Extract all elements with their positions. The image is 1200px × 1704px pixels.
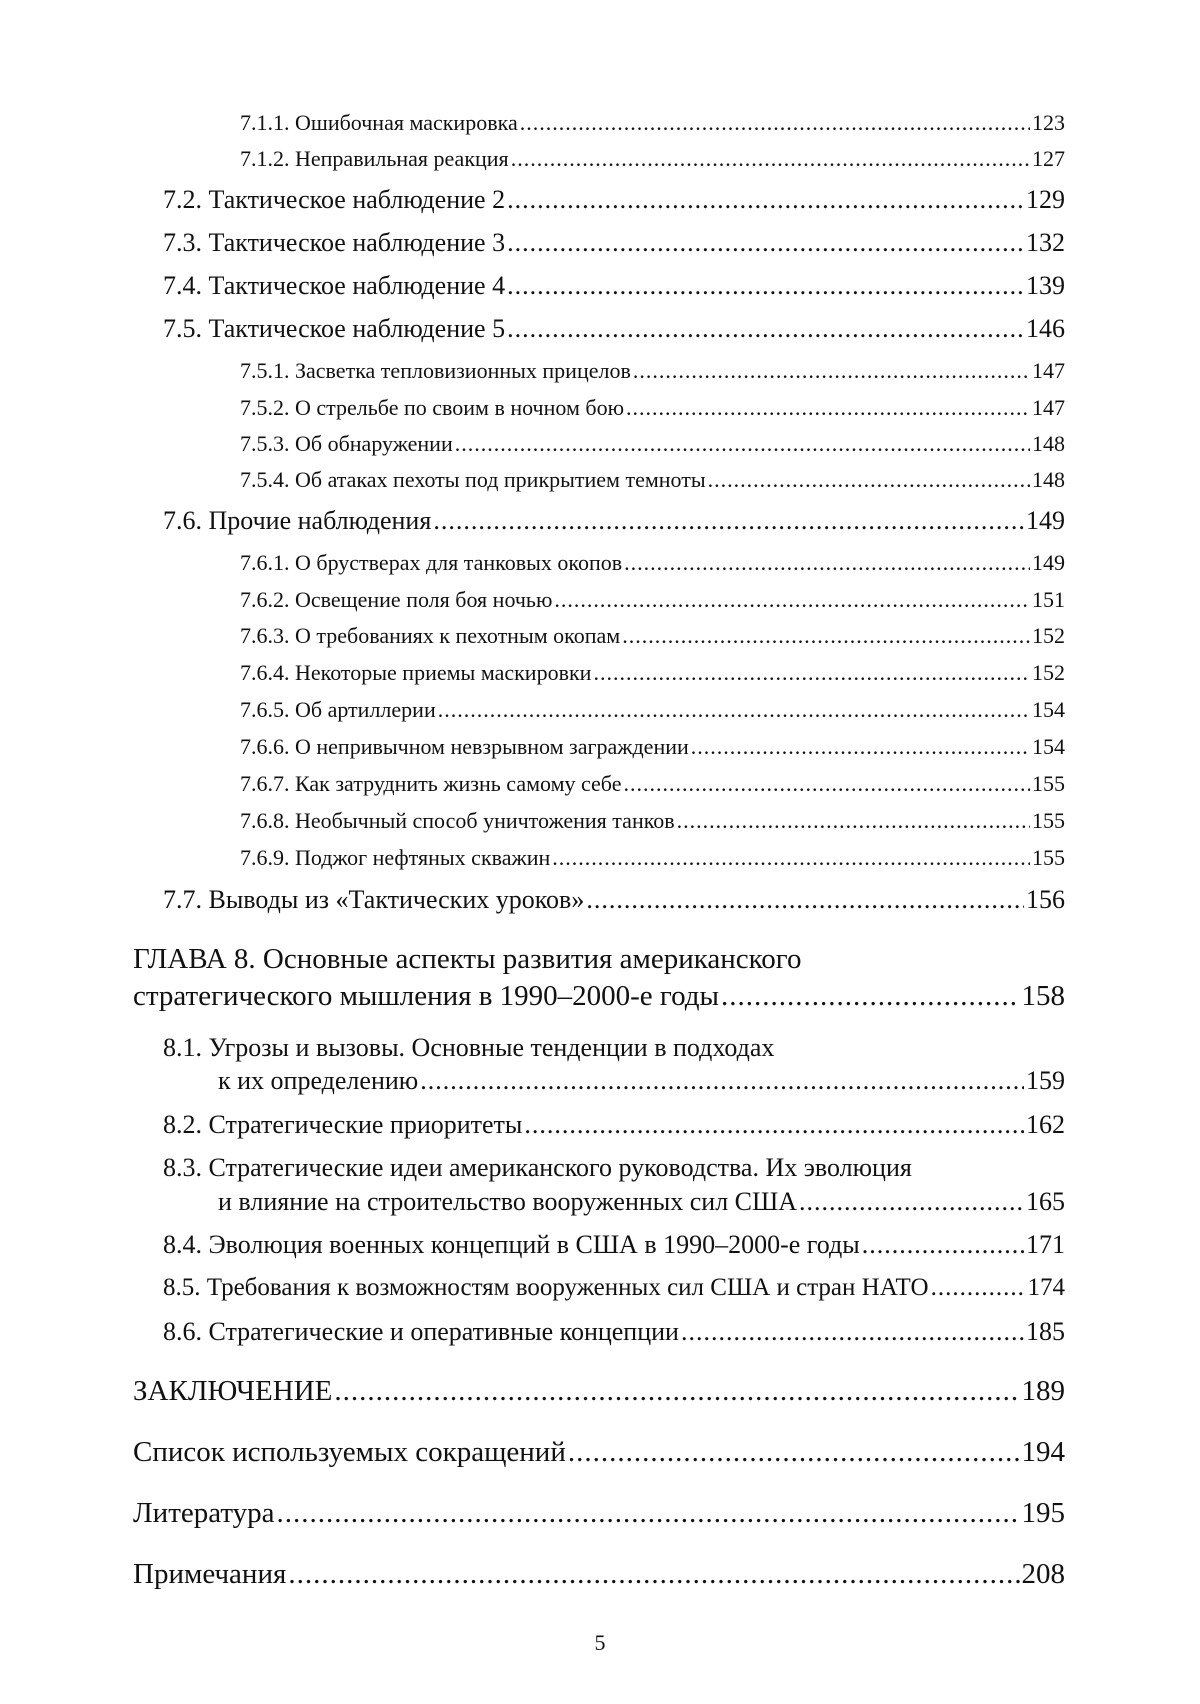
toc-leader-dots [633,358,1030,384]
toc-leader-dots [691,734,1030,760]
toc-leader-dots [593,660,1030,686]
toc-entry-page: 159 [1026,1066,1065,1095]
toc-leader-dots [568,1436,1020,1469]
toc-leader-dots [520,110,1030,136]
toc-entry-page: 156 [1026,885,1065,914]
toc-entry-title: ЗАКЛЮЧЕНИЕ [133,1375,333,1407]
toc-entry-page: 147 [1032,358,1065,383]
toc-leader-dots [622,623,1030,649]
toc-entry-title: Примечания [133,1558,287,1590]
toc-entry [218,1187,1065,1217]
toc-entry [240,467,1065,493]
toc-entry-page: 154 [1032,697,1065,722]
toc-entry-title: 7.6.2. Освещение поля боя ночью [240,587,553,612]
toc-leader-dots [288,1558,1019,1591]
toc-entry [240,358,1065,384]
toc-entry-page: 155 [1032,771,1065,796]
toc-entry-page: 155 [1032,808,1065,833]
toc-leader-dots [708,467,1030,493]
toc-entry [240,660,1065,686]
toc-entry-page: 162 [1026,1110,1065,1139]
toc-entry-title: 7.6.5. Об артиллерии [240,697,436,722]
toc-entry-page: 155 [1032,845,1065,870]
toc-entry-page: 129 [1026,185,1065,214]
toc-entry-page: 171 [1026,1230,1065,1259]
toc-entry-title: 7.4. Тактическое наблюдение 4 [163,271,506,300]
toc-leader-dots [507,314,1024,344]
toc-leader-dots [420,1066,1024,1096]
toc-entry [163,1317,1065,1347]
toc-leader-dots [624,550,1030,576]
toc-entry-page: 208 [1021,1558,1065,1590]
toc-entry-title-line: 8.3. Стратегические идеи американского руководства. Их эволюция [163,1153,912,1182]
toc-entry [163,185,1065,215]
toc-entry-page: 195 [1021,1497,1065,1529]
toc-entry-page: 152 [1032,623,1065,648]
toc-leader-dots [433,506,1024,536]
toc-entry-title: Литература [133,1497,275,1529]
toc-entry-page: 148 [1032,431,1065,456]
toc-entry-page: 123 [1032,110,1065,135]
toc-entry-title: 7.6.4. Некоторые приемы маскировки [240,660,592,685]
toc-entry-title: 7.6. Прочие наблюдения [163,506,432,535]
toc-leader-dots [681,1317,1024,1347]
toc-entry-page: 147 [1032,395,1065,420]
toc-entry-title: стратегического мышления в 1990–2000-е годы [133,980,720,1012]
toc-entry-title: 7.5. Тактическое наблюдение 5 [163,314,506,343]
toc-entry-page: 148 [1032,467,1065,492]
toc-entry [218,1066,1065,1096]
toc-entry-title: 8.2. Стратегические приоритеты [163,1110,523,1139]
toc-entry [163,885,1065,915]
toc-entry [133,1558,1065,1591]
toc-entry [163,506,1065,536]
toc-entry [240,550,1065,576]
toc-entry-title: 8.6. Стратегические и оперативные концепции [163,1317,679,1346]
toc-entry [163,1110,1065,1140]
toc-leader-dots [552,845,1030,871]
toc-entry-title: 7.3. Тактическое наблюдение 3 [163,228,506,257]
toc-entry-title: 7.5.3. Об обнаружении [240,431,453,456]
toc-entry [133,1436,1065,1469]
toc-leader-dots [586,885,1024,915]
toc-entry-title: 7.6.8. Необычный способ уничтожения танков [240,808,675,833]
toc-leader-dots [507,271,1024,301]
toc-entry-title: 7.6.3. О требованиях к пехотным окопам [240,623,621,648]
toc-leader-dots [507,185,1024,215]
toc-entry-title: 8.4. Эволюция военных концепций в США в 1990–2000-е годы [163,1230,860,1259]
toc-entry-title: 7.6.6. О непривычном невзрывном заграждении [240,734,689,759]
toc-entry-page: 127 [1032,146,1065,171]
toc-entry [163,1230,1065,1260]
toc-entry [163,1274,1065,1302]
toc-entry-title: 8.5. Требования к возможностям вооруженных сил США и стран НАТО [163,1274,929,1301]
toc-entry-page: 194 [1021,1436,1065,1468]
toc-chapter-title-line: ГЛАВА 8. Основные аспекты развития американского [133,943,802,975]
toc-entry-title: 7.6.7. Как затруднить жизнь самому себе [240,771,622,796]
toc-entry [133,1375,1065,1408]
toc-entry [240,771,1065,797]
toc-entry-page: 151 [1032,587,1065,612]
toc-entry [240,845,1065,871]
toc-leader-dots [931,1274,1026,1302]
toc-leader-dots [677,808,1030,834]
toc-entry [240,697,1065,723]
toc-leader-dots [623,771,1030,797]
toc-entry-title: 7.5.4. Об атаках пехоты под прикрытием темноты [240,467,706,492]
toc-entry-title: 7.6.1. О брустверах для танковых окопов [240,550,623,575]
toc-leader-dots [554,587,1030,613]
toc-entry-title: Список используемых сокращений [133,1436,566,1468]
toc-entry-title: 7.5.2. О стрельбе по своим в ночном бою [240,395,625,420]
toc-entry [240,808,1065,834]
toc-leader-dots [799,1187,1024,1217]
toc-leader-dots [507,228,1024,258]
toc-entry-title-line: 8.1. Угрозы и вызовы. Основные тенденции в подходах [163,1033,775,1062]
toc-entry-title: 7.5.1. Засветка тепловизионных прицелов [240,358,631,383]
toc-entry-title: 7.7. Выводы из «Тактических уроков» [163,885,585,914]
toc-leader-dots [455,431,1030,457]
toc-leader-dots [721,980,1019,1013]
toc-entry-page: 132 [1026,228,1065,257]
toc-entry [240,395,1065,421]
toc-entry-title: 7.6.9. Поджог нефтяных скважин [240,845,551,870]
toc-entry [163,314,1065,344]
toc-entry-page: 152 [1032,660,1065,685]
toc-leader-dots [511,146,1030,172]
toc-leader-dots [277,1497,1020,1530]
toc-entry [133,980,1065,1013]
page-number: 5 [594,1630,606,1655]
toc-leader-dots [524,1110,1024,1140]
toc-entry-page: 149 [1026,506,1065,535]
toc-entry [163,271,1065,301]
toc-entry-page: 165 [1026,1187,1065,1216]
toc-entry-page: 185 [1026,1317,1065,1346]
toc-entry [133,1497,1065,1530]
toc-entry-page: 139 [1026,271,1065,300]
toc-entry [240,734,1065,760]
toc-leader-dots [334,1375,1019,1408]
toc-entry [240,623,1065,649]
toc-leader-dots [626,395,1030,421]
toc-entry-page: 146 [1026,314,1065,343]
toc-entry-page: 149 [1032,550,1065,575]
toc-entry-page: 158 [1021,980,1065,1012]
toc-entry-title: к их определению [218,1066,419,1095]
toc-entry-page: 189 [1021,1375,1065,1407]
toc-entry [240,110,1065,136]
toc-entry [163,228,1065,258]
toc-entry-page: 174 [1027,1274,1065,1301]
toc-entry [240,587,1065,613]
toc-entry-title: и влияние на строительство вооруженных сил США [218,1187,798,1216]
toc-entry-title: 7.2. Тактическое наблюдение 2 [163,185,506,214]
toc-entry [240,146,1065,172]
toc-entry [240,431,1065,457]
toc-leader-dots [862,1230,1024,1260]
toc-entry-title: 7.1.2. Неправильная реакция [240,146,509,171]
toc-entry-title: 7.1.1. Ошибочная маскировка [240,110,518,135]
toc-entry-page: 154 [1032,734,1065,759]
toc-leader-dots [438,697,1030,723]
